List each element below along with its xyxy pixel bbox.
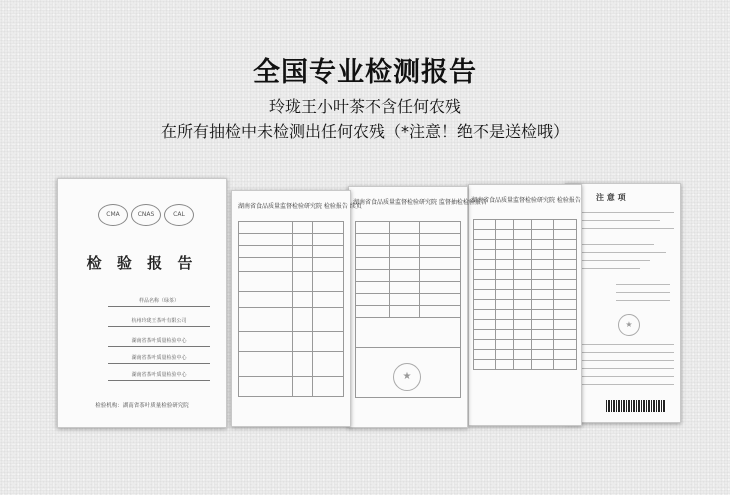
- sheet-header: 湖南省食品质量监督检验研究院 检验报告: [471, 197, 581, 204]
- page-headline: 全国专业检测报告: [253, 57, 477, 88]
- report-cover-title: 检 验 报 告: [86, 254, 198, 272]
- seal-icon: ★: [618, 314, 640, 336]
- cover-field-row: 湖南省茶叶质量检验中心: [78, 354, 210, 364]
- report-notice-page: [565, 183, 681, 423]
- cover-issuer: 检验机构：湖南省茶叶质量检验研究院: [95, 403, 189, 409]
- report-page-4: [468, 184, 582, 426]
- report-page-2: [231, 190, 362, 427]
- cal-logo-icon: CAL: [164, 204, 194, 226]
- subtitle-line-2: 在所有抽检中未检测出任何农残（*注意！绝不是送检哦）: [160, 122, 569, 141]
- sheet-header: 湖南省食品质量监督检验研究院 检验报告 续页: [238, 203, 362, 210]
- cnas-logo-icon: CNAS: [131, 204, 161, 226]
- cover-field-row: 杭州玲珑王茶叶有限公司: [78, 317, 210, 327]
- sheet-header: 湖南省食品质量监督检验研究院 监督抽检检验报告: [353, 199, 487, 206]
- report-page-3: [348, 186, 487, 428]
- subtitle-line-1: 玲珑王小叶茶不含任何农残: [268, 97, 461, 116]
- cover-field-row: 湖南省茶叶质量检验中心: [78, 337, 210, 347]
- barcode-icon: [606, 400, 666, 412]
- sheet-header: 注 意 项: [596, 193, 626, 202]
- report-cover-document: [57, 178, 227, 428]
- cover-field-row: 样品名称（绿茶）: [78, 297, 210, 307]
- cover-field-row: 湖南省茶叶质量检验中心: [78, 371, 210, 381]
- cma-logo-icon: CMA: [98, 204, 128, 226]
- certification-logos: [98, 204, 193, 230]
- official-seal-icon: ★: [393, 363, 421, 391]
